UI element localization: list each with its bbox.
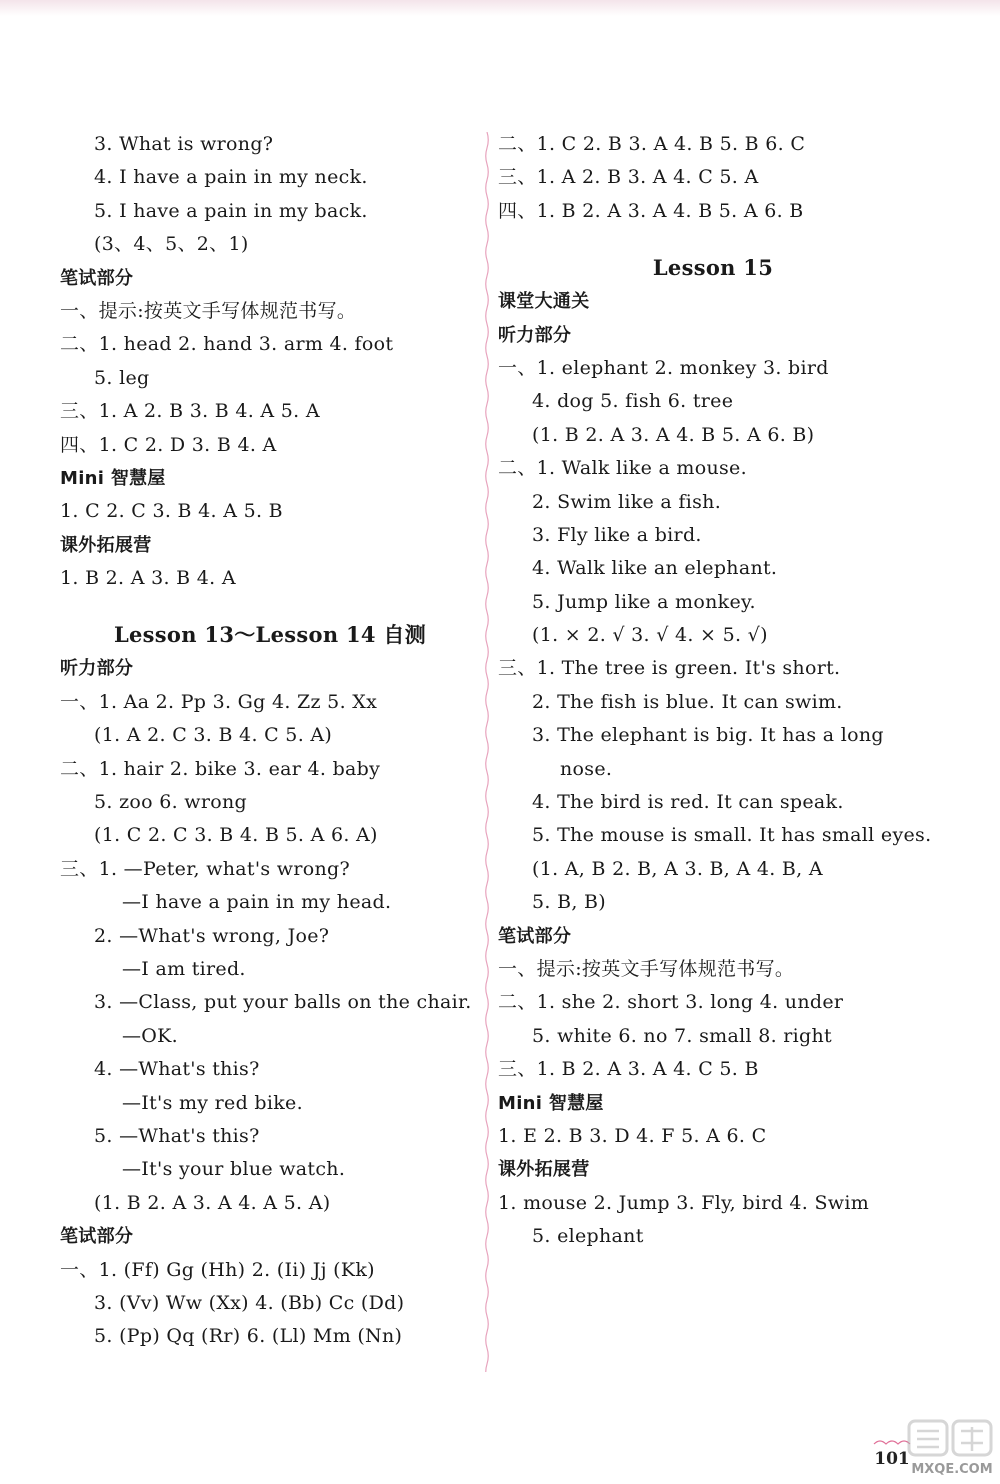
left-answer-line: 1. C 2. C 3. B 4. A 5. B: [60, 500, 283, 523]
right-answer-line: 二、1. Walk like a mouse.: [498, 457, 747, 480]
right-answer-line: 一、1. elephant 2. monkey 3. bird: [498, 356, 829, 379]
left-subheading: 课外拓展营: [60, 534, 152, 556]
left-answer-line: 三、1. A 2. B 3. B 4. A 5. A: [60, 400, 320, 423]
right-answer-line: nose.: [560, 757, 613, 780]
left-answer-line: 二、1. head 2. hand 3. arm 4. foot: [60, 333, 394, 356]
left-answer-line: 一、1. (Ff) Gg (Hh) 2. (Ii) Jj (Kk): [60, 1258, 375, 1281]
right-answer-line: (1. B 2. A 3. A 4. B 5. A 6. B): [532, 423, 815, 446]
left-subheading: 听力部分: [60, 658, 134, 680]
left-answer-line: —It's your blue watch.: [122, 1158, 346, 1181]
right-subheading: 听力部分: [498, 324, 572, 346]
right-answer-line: 3. Fly like a bird.: [532, 523, 702, 546]
right-subheading: 课堂大通关: [498, 291, 590, 313]
left-subheading: Mini 智慧屋: [60, 467, 166, 489]
right-answer-line: 5. white 6. no 7. small 8. right: [532, 1024, 832, 1047]
left-answer-line: 二、1. hair 2. bike 3. ear 4. baby: [60, 757, 381, 780]
right-subheading: 课外拓展营: [498, 1159, 590, 1181]
right-subheading: Mini 智慧屋: [498, 1092, 604, 1114]
left-subheading: 笔试部分: [60, 1226, 134, 1248]
left-spacer: [60, 595, 480, 617]
page-top-edge: [0, 0, 1000, 16]
left-answer-line: 3. What is wrong?: [94, 133, 274, 155]
left-answer-line: (3、4、5、2、1): [94, 233, 249, 256]
left-answer-line: —I am tired.: [122, 957, 246, 980]
left-column: [60, 128, 480, 1354]
right-answer-line: 1. E 2. B 3. D 4. F 5. A 6. C: [498, 1124, 767, 1147]
right-answer-line: 4. The bird is red. It can speak.: [532, 791, 844, 814]
right-answer-line: 2. Swim like a fish.: [532, 490, 722, 513]
right-answer-line: 三、1. A 2. B 3. A 4. C 5. A: [498, 166, 759, 189]
left-answer-line: —OK.: [122, 1024, 179, 1047]
left-answer-line: 4. I have a pain in my neck.: [94, 166, 368, 189]
left-answer-line: 1. B 2. A 3. B 4. A: [60, 567, 236, 590]
left-answer-line: 5. —What's this?: [94, 1124, 260, 1147]
left-answer-line: 5. I have a pain in my back.: [94, 199, 368, 222]
right-answer-line: 3. The elephant is big. It has a long: [532, 724, 884, 747]
right-answer-line: 5. Jump like a monkey.: [532, 590, 756, 613]
left-answer-line: 4. —What's this?: [94, 1058, 260, 1081]
right-answer-line: 一、提示:按英文手写体规范书写。: [498, 957, 795, 980]
left-section-title: Lesson 13～Lesson 14 自测: [113, 622, 427, 648]
right-answer-line: (1. A, B 2. B, A 3. B, A 4. B, A: [532, 857, 823, 880]
left-answer-line: (1. B 2. A 3. A 4. A 5. A): [94, 1191, 331, 1214]
right-answer-line: 5. elephant: [532, 1225, 644, 1248]
left-answer-line: —It's my red bike.: [122, 1091, 303, 1114]
right-section-title: Lesson 15: [652, 255, 774, 281]
right-answer-line: 三、1. The tree is green. It's short.: [498, 657, 841, 680]
left-answer-line: 5. (Pp) Qq (Rr) 6. (Ll) Mm (Nn): [94, 1325, 403, 1348]
left-answer-line: 3. (Vv) Ww (Xx) 4. (Bb) Cc (Dd): [94, 1291, 405, 1314]
right-answer-line: 二、1. C 2. B 3. A 4. B 5. B 6. C: [498, 133, 806, 155]
right-answer-line: 1. mouse 2. Jump 3. Fly, bird 4. Swim: [498, 1191, 870, 1214]
left-answer-line: 三、1. —Peter, what's wrong?: [60, 857, 350, 880]
left-answer-line: (1. A 2. C 3. B 4. C 5. A): [94, 724, 333, 747]
right-answer-line: 4. Walk like an elephant.: [532, 557, 778, 580]
left-subheading: 笔试部分: [60, 267, 134, 289]
column-divider: [484, 132, 490, 1372]
right-answer-line: 2. The fish is blue. It can swim.: [532, 690, 843, 713]
left-answer-line: 一、1. Aa 2. Pp 3. Gg 4. Zz 5. Xx: [60, 690, 378, 713]
right-spacer: [498, 228, 928, 250]
right-column: [498, 128, 932, 1254]
page-number: 101: [874, 1449, 910, 1469]
left-answer-line: (1. C 2. C 3. B 4. B 5. A 6. A): [94, 824, 378, 847]
right-answer-line: 5. B, B): [532, 891, 606, 914]
watermark-text: MXQE.COM: [911, 1462, 993, 1477]
left-answer-line: 3. —Class, put your balls on the chair.: [94, 991, 472, 1014]
right-answer-line: 四、1. B 2. A 3. A 4. B 5. A 6. B: [498, 199, 804, 222]
right-answer-line: (1. × 2. √ 3. √ 4. × 5. √): [532, 624, 768, 647]
right-answer-line: 三、1. B 2. A 3. A 4. C 5. B: [498, 1058, 759, 1081]
right-answer-line: 二、1. she 2. short 3. long 4. under: [498, 991, 844, 1014]
right-answer-line: 5. The mouse is small. It has small eyes.: [532, 824, 932, 847]
left-answer-line: —I have a pain in my head.: [122, 891, 392, 914]
right-subheading: 笔试部分: [498, 925, 572, 947]
right-answer-line: 4. dog 5. fish 6. tree: [532, 390, 734, 413]
left-answer-line: 5. leg: [94, 366, 150, 389]
left-answer-line: 一、提示:按英文手写体规范书写。: [60, 299, 357, 322]
left-answer-line: 2. —What's wrong, Joe?: [94, 924, 330, 947]
left-answer-line: 5. zoo 6. wrong: [94, 791, 247, 814]
left-answer-line: 四、1. C 2. D 3. B 4. A: [60, 433, 277, 456]
